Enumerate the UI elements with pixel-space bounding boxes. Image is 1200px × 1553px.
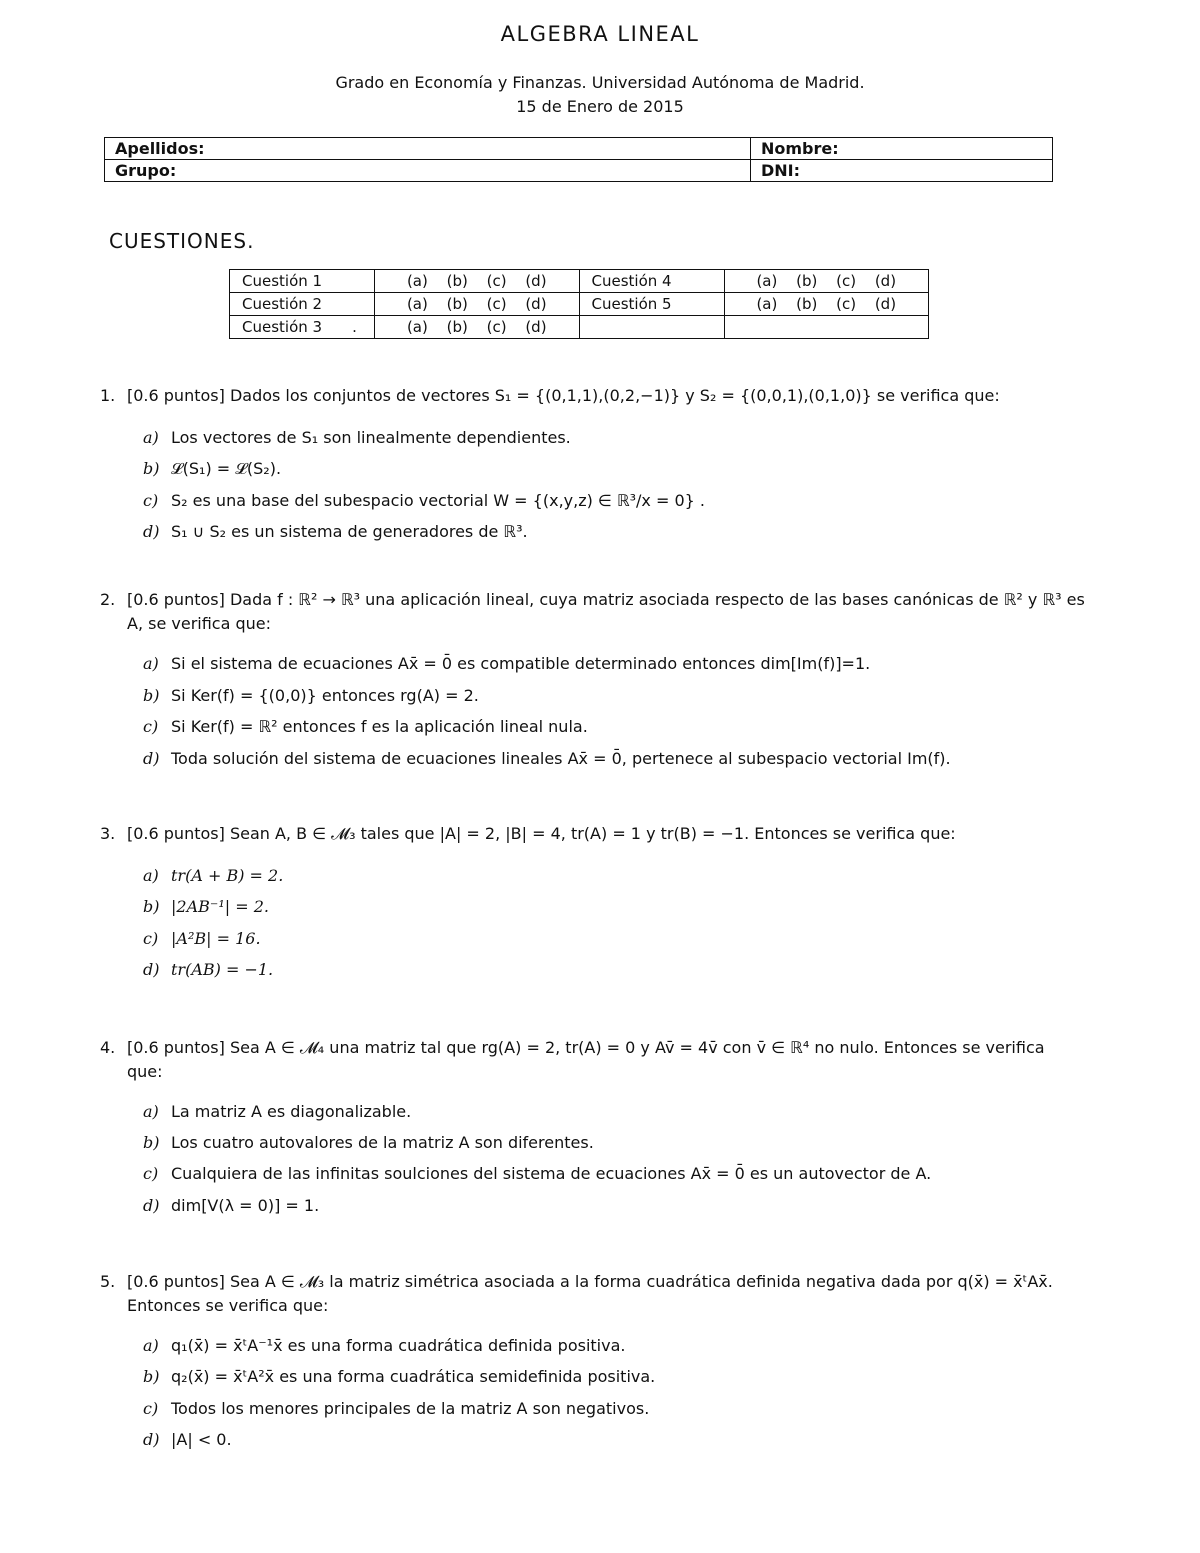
dni-field[interactable]: DNI: bbox=[751, 160, 1053, 182]
option-text: tr(A + B) = 2. bbox=[171, 866, 284, 885]
answer-label: Cuestión 3 bbox=[242, 318, 323, 336]
student-info-table bbox=[104, 137, 1053, 182]
answer-label: Cuestión 4 bbox=[579, 270, 724, 293]
option-text: Todos los menores principales de la matriz A son negativos. bbox=[171, 1399, 650, 1418]
question-number: 3. bbox=[100, 824, 116, 843]
answer-row bbox=[230, 293, 929, 316]
question-number: 1. bbox=[100, 386, 116, 405]
option-text: S₁ ∪ S₂ es un sistema de generadores de ℝ³. bbox=[171, 522, 528, 541]
option-label: a) bbox=[143, 1336, 159, 1355]
grupo-field[interactable]: Grupo: bbox=[105, 160, 751, 182]
option-b bbox=[143, 897, 269, 916]
option-text: dim[V(λ = 0)] = 1. bbox=[171, 1196, 320, 1215]
option-label: c) bbox=[143, 717, 159, 736]
answer-options[interactable]: (a) (b) (c) (d) bbox=[724, 270, 929, 293]
nombre-field[interactable]: Nombre: bbox=[751, 138, 1053, 160]
option-text: Los cuatro autovalores de la matriz A son diferentes. bbox=[171, 1133, 594, 1152]
answer-row bbox=[230, 270, 929, 293]
option-text: |A| < 0. bbox=[171, 1430, 232, 1449]
option-label: b) bbox=[143, 1133, 160, 1152]
option-label: d) bbox=[143, 960, 160, 979]
question-5 bbox=[100, 1270, 1085, 1318]
option-label: b) bbox=[143, 1367, 160, 1386]
option-label: c) bbox=[143, 1399, 159, 1418]
option-label: b) bbox=[143, 897, 160, 916]
option-label: d) bbox=[143, 1430, 160, 1449]
answer-label-cell bbox=[230, 316, 375, 339]
answer-options[interactable]: (a) (b) (c) (d) bbox=[375, 270, 580, 293]
option-a bbox=[143, 654, 870, 673]
option-label: a) bbox=[143, 866, 159, 885]
option-label: d) bbox=[143, 749, 160, 768]
question-text: [0.6 puntos] Dada f : ℝ² → ℝ³ una aplicación lineal, cuya matriz asociada respecto de las bases canónicas de ℝ² y ℝ³ es A, se verifica que: bbox=[127, 590, 1085, 633]
question-number: 4. bbox=[100, 1038, 116, 1057]
option-c bbox=[143, 717, 588, 736]
option-label: b) bbox=[143, 459, 160, 478]
option-c bbox=[143, 1164, 931, 1183]
question-4 bbox=[100, 1036, 1085, 1084]
option-c bbox=[143, 491, 705, 510]
question-3 bbox=[100, 822, 1085, 846]
option-text: La matriz A es diagonalizable. bbox=[171, 1102, 412, 1121]
option-label: a) bbox=[143, 1102, 159, 1121]
option-text: Los vectores de S₁ son linealmente dependientes. bbox=[171, 428, 571, 447]
answer-options[interactable]: (a) (b) (c) (d) bbox=[724, 293, 929, 316]
answer-label bbox=[579, 316, 724, 339]
option-text: Si el sistema de ecuaciones Ax̄ = 0̄ es compatible determinado entonces dim[Im(f)]=1. bbox=[171, 654, 871, 673]
answer-options[interactable]: (a) (b) (c) (d) bbox=[375, 316, 580, 339]
answer-row bbox=[230, 316, 929, 339]
option-b bbox=[143, 686, 479, 705]
option-c bbox=[143, 1399, 649, 1418]
option-a bbox=[143, 428, 571, 447]
option-text: q₂(x̄) = x̄ᵗA²x̄ es una forma cuadrática semidefinida positiva. bbox=[171, 1367, 656, 1386]
option-a bbox=[143, 866, 283, 885]
option-d bbox=[143, 960, 273, 979]
option-text: |2AB⁻¹| = 2. bbox=[171, 897, 269, 916]
option-d bbox=[143, 749, 951, 768]
exam-date: 15 de Enero de 2015 bbox=[516, 97, 684, 116]
option-a bbox=[143, 1336, 625, 1355]
option-label: b) bbox=[143, 686, 160, 705]
question-text: [0.6 puntos] Dados los conjuntos de vectores S₁ = {(0,1,1),(0,2,−1)} y S₂ = {(0,0,1),(0,1,0)} se verifica que: bbox=[127, 386, 1000, 405]
option-text: 𝓛(S₁) = 𝓛(S₂). bbox=[171, 459, 282, 478]
option-d bbox=[143, 522, 528, 541]
option-d bbox=[143, 1196, 319, 1215]
section-title: CUESTIONES. bbox=[109, 229, 255, 253]
answer-grid bbox=[229, 269, 929, 339]
question-number: 5. bbox=[100, 1272, 116, 1291]
option-d bbox=[143, 1430, 232, 1449]
stray-dot: . bbox=[352, 318, 357, 336]
question-text: [0.6 puntos] Sea A ∈ 𝓜₃ la matriz simétrica asociada a la forma cuadrática definida negativa dada por q(x̄) = x̄ᵗAx̄. Entonces se verifica que: bbox=[127, 1272, 1053, 1315]
page-title: ALGEBRA LINEAL bbox=[500, 22, 700, 46]
option-c bbox=[143, 929, 261, 948]
question-1 bbox=[100, 384, 1085, 408]
option-label: c) bbox=[143, 1164, 159, 1183]
option-label: a) bbox=[143, 428, 159, 447]
question-text: [0.6 puntos] Sean A, B ∈ 𝓜₃ tales que |A| = 2, |B| = 4, tr(A) = 1 y tr(B) = −1. Entonces se verifica que: bbox=[127, 824, 956, 843]
option-b bbox=[143, 1367, 655, 1386]
apellidos-field[interactable]: Apellidos: bbox=[105, 138, 751, 160]
answer-label: Cuestión 1 bbox=[230, 270, 375, 293]
option-label: c) bbox=[143, 491, 159, 510]
option-b bbox=[143, 1133, 594, 1152]
option-label: a) bbox=[143, 654, 159, 673]
answer-options[interactable] bbox=[724, 316, 929, 339]
question-text: [0.6 puntos] Sea A ∈ 𝓜₄ una matriz tal que rg(A) = 2, tr(A) = 0 y Av̄ = 4v̄ con v̄ ∈ ℝ⁴ no nulo. Entonces se verifica que: bbox=[127, 1038, 1045, 1081]
option-text: Si Ker(f) = {(0,0)} entonces rg(A) = 2. bbox=[171, 686, 479, 705]
option-text: Cualquiera de las infinitas soulciones del sistema de ecuaciones Ax̄ = 0̄ es un autovector de A. bbox=[171, 1164, 932, 1183]
question-2 bbox=[100, 588, 1085, 636]
option-text: q₁(x̄) = x̄ᵗA⁻¹x̄ es una forma cuadrática definida positiva. bbox=[171, 1336, 626, 1355]
answer-label: Cuestión 2 bbox=[230, 293, 375, 316]
subtitle: Grado en Economía y Finanzas. Universidad Autónoma de Madrid. bbox=[335, 73, 865, 92]
option-text: tr(AB) = −1. bbox=[171, 960, 274, 979]
option-text: S₂ es una base del subespacio vectorial W = {(x,y,z) ∈ ℝ³/x = 0} . bbox=[171, 491, 706, 510]
answer-label: Cuestión 5 bbox=[579, 293, 724, 316]
option-label: d) bbox=[143, 522, 160, 541]
option-text: |A²B| = 16. bbox=[171, 929, 261, 948]
answer-options[interactable]: (a) (b) (c) (d) bbox=[375, 293, 580, 316]
option-text: Toda solución del sistema de ecuaciones lineales Ax̄ = 0̄, pertenece al subespacio vectorial Im(f). bbox=[171, 749, 951, 768]
option-text: Si Ker(f) = ℝ² entonces f es la aplicación lineal nula. bbox=[171, 717, 588, 736]
option-label: c) bbox=[143, 929, 159, 948]
option-b bbox=[143, 459, 281, 479]
option-label: d) bbox=[143, 1196, 160, 1215]
option-a bbox=[143, 1102, 411, 1121]
question-number: 2. bbox=[100, 590, 116, 609]
